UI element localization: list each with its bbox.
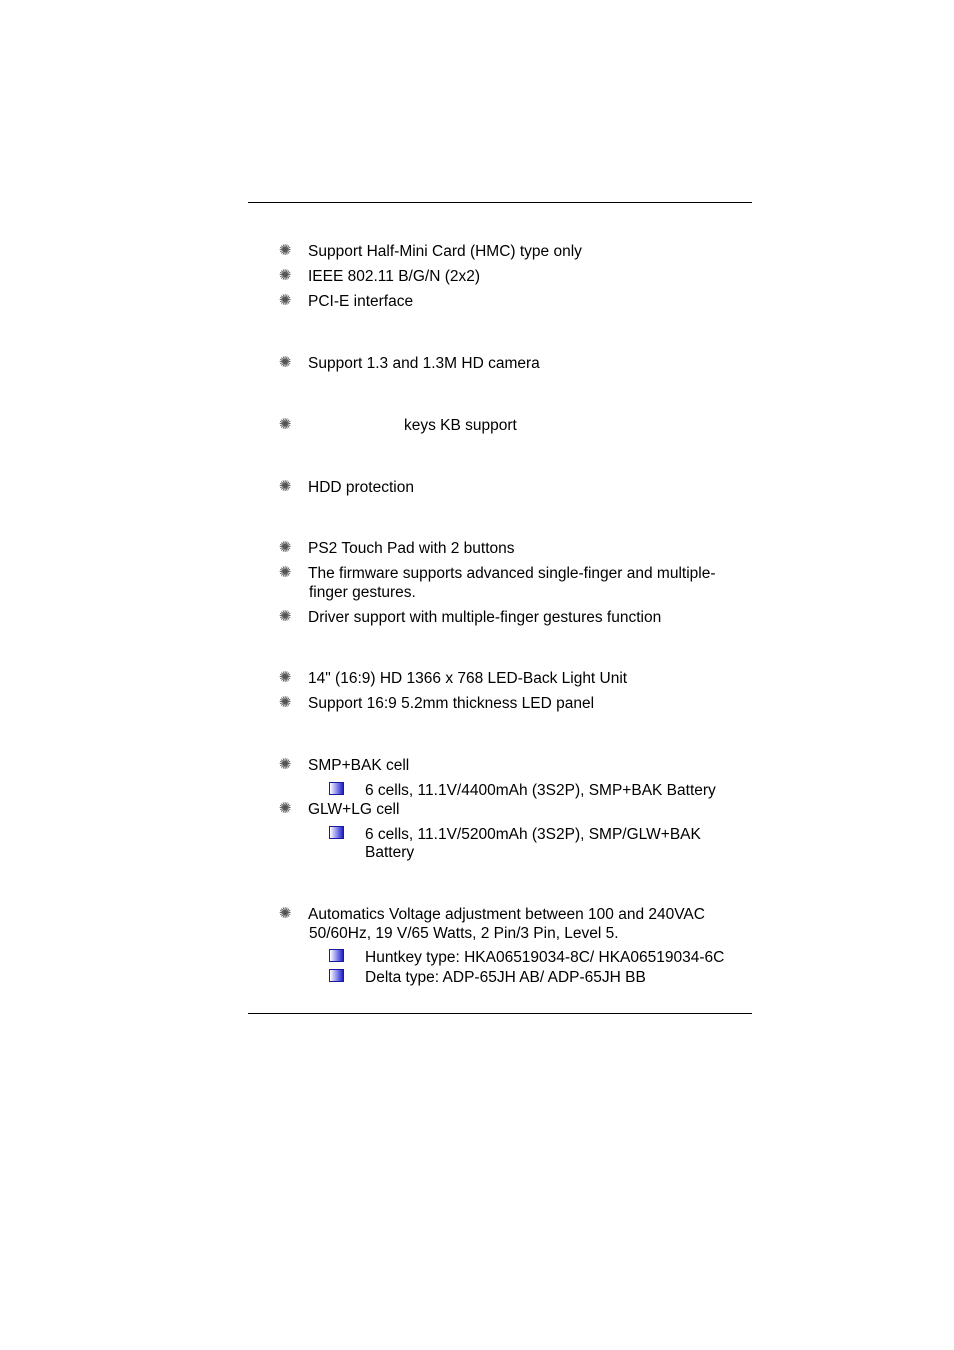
blue-square-bullet-icon xyxy=(329,969,344,982)
bottom-divider xyxy=(248,1013,752,1014)
gear-bullet-icon: ✺ xyxy=(278,477,292,495)
gear-bullet-icon: ✺ xyxy=(278,538,292,556)
gear-bullet-icon: ✺ xyxy=(278,353,292,371)
touchpad-item-2: The firmware supports advanced single-finger and multiple- xyxy=(308,565,716,582)
adapter-item-1-cont: 50/60Hz, 19 V/65 Watts, 2 Pin/3 Pin, Level 5. xyxy=(309,925,619,942)
hdd-item-1: HDD protection xyxy=(308,479,414,496)
gear-bullet-icon: ✺ xyxy=(278,563,292,581)
touchpad-item-1: PS2 Touch Pad with 2 buttons xyxy=(308,540,515,557)
battery-glw-sub: 6 cells, 11.1V/5200mAh (3S2P), SMP/GLW+BAK xyxy=(365,826,701,843)
wlan-item-2: IEEE 802.11 B/G/N (2x2) xyxy=(308,268,481,285)
gear-bullet-icon: ✺ xyxy=(278,755,292,773)
gear-bullet-icon: ✺ xyxy=(278,693,292,711)
touchpad-item-2-cont: finger gestures. xyxy=(309,584,416,601)
blue-square-bullet-icon xyxy=(329,949,344,962)
lcd-item-1: 14" (16:9) HD 1366 x 768 LED-Back Light Unit xyxy=(308,670,628,687)
keyboard-item-1: keys KB support xyxy=(404,417,517,434)
gear-bullet-icon: ✺ xyxy=(278,241,292,259)
gear-bullet-icon: ✺ xyxy=(278,291,292,309)
gear-bullet-icon: ✺ xyxy=(278,415,292,433)
blue-square-bullet-icon xyxy=(329,782,344,795)
gear-bullet-icon: ✺ xyxy=(278,607,292,625)
camera-item-1: Support 1.3 and 1.3M HD camera xyxy=(308,355,540,372)
wlan-item-1: Support Half-Mini Card (HMC) type only xyxy=(308,243,582,260)
touchpad-item-3: Driver support with multiple-finger gestures function xyxy=(308,609,662,626)
battery-smp-sub: 6 cells, 11.1V/4400mAh (3S2P), SMP+BAK Battery xyxy=(365,782,716,799)
battery-glw: GLW+LG cell xyxy=(308,801,400,818)
blue-square-bullet-icon xyxy=(329,826,344,839)
battery-smp: SMP+BAK cell xyxy=(308,757,410,774)
lcd-item-2: Support 16:9 5.2mm thickness LED panel xyxy=(308,695,595,712)
battery-glw-sub-cont: Battery xyxy=(365,844,415,861)
adapter-sub-1: Huntkey type: HKA06519034-8C/ HKA06519034-6C xyxy=(365,949,725,966)
gear-bullet-icon: ✺ xyxy=(278,668,292,686)
adapter-item-1: Automatics Voltage adjustment between 100 and 240VAC xyxy=(308,906,705,923)
gear-bullet-icon: ✺ xyxy=(278,904,292,922)
wlan-item-3: PCI-E interface xyxy=(308,293,414,310)
gear-bullet-icon: ✺ xyxy=(278,266,292,284)
adapter-sub-2: Delta type: ADP-65JH AB/ ADP-65JH BB xyxy=(365,969,646,986)
top-divider xyxy=(248,202,752,203)
gear-bullet-icon: ✺ xyxy=(278,799,292,817)
